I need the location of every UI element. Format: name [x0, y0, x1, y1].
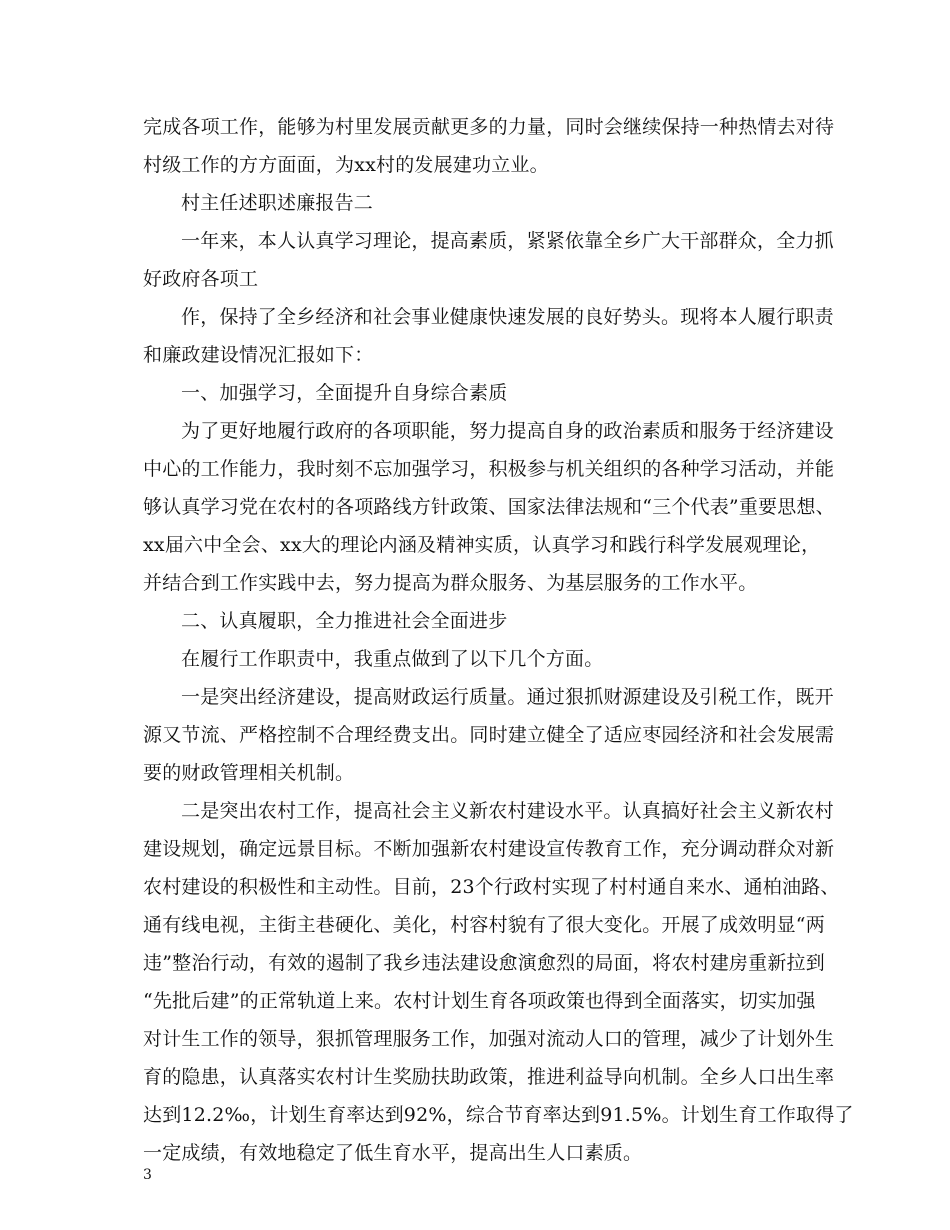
text-line: 够认真学习党在农村的各项路线方针政策、国家法律法规和“三个代表”重要思想、	[143, 496, 835, 518]
text-line: 完成各项工作，能够为村里发展贡献更多的力量，同时会继续保持一种热情去对待	[143, 116, 835, 138]
text-line: 一定成绩，有效地稳定了低生育水平，提高出生人口素质。	[143, 1142, 643, 1164]
text-line: 好政府各项工	[143, 268, 259, 290]
section-heading: 一、加强学习，全面提升自身综合素质	[181, 382, 508, 404]
text-line: 违”整治行动，有效的遏制了我乡违法建设愈演愈烈的局面，将农村建房重新拉到	[143, 952, 825, 974]
text-line: 作，保持了全乡经济和社会事业健康快速发展的良好势头。现将本人履行职责	[181, 306, 834, 328]
text-line: 农村建设的积极性和主动性。目前，23个行政村实现了村村通自来水、通柏油路、	[143, 876, 840, 898]
text-line: 一是突出经济建设，提高财政运行质量。通过狠抓财源建设及引税工作，既开	[181, 686, 834, 708]
text-line: 中心的工作能力，我时刻不忘加强学习，积极参与机关组织的各种学习活动，并能	[143, 458, 835, 480]
text-line: 和廉政建设情况汇报如下：	[143, 344, 374, 366]
text-line: 育的隐患，认真落实农村计生奖励扶助政策，推进利益导向机制。全乡人口出生率	[143, 1066, 835, 1088]
text-line: 源又节流、严格控制不合理经费支出。同时建立健全了适应枣园经济和社会发展需	[143, 724, 835, 746]
text-line: 通有线电视，主街主巷硬化、美化，村容村貌有了很大变化。开展了成效明显“两	[143, 914, 825, 936]
text-line: 为了更好地履行政府的各项职能，努力提高自身的政治素质和服务于经济建设	[181, 420, 834, 442]
text-line: 村级工作的方方面面，为xx村的发展建功立业。	[143, 154, 549, 176]
text-line: “先批后建”的正常轨道上来。农村计划生育各项政策也得到全面落实，切实加强	[143, 990, 816, 1012]
text-line: 达到12.2‰，计划生育率达到92%，综合节育率达到91.5%。计划生育工作取得了	[143, 1104, 854, 1126]
text-line: 一年来，本人认真学习理论，提高素质，紧紧依靠全乡广大干部群众，全力抓	[181, 230, 834, 252]
text-line: 并结合到工作实践中去，努力提高为群众服务、为基层服务的工作水平。	[143, 572, 758, 594]
text-line: 建设规划，确定远景目标。不断加强新农村建设宣传教育工作，充分调动群众对新	[143, 838, 835, 860]
text-line: 在履行工作职责中，我重点做到了以下几个方面。	[181, 648, 604, 670]
text-line: 要的财政管理相关机制。	[143, 762, 355, 784]
text-line: xx届六中全会、xx大的理论内涵及精神实质，认真学习和践行科学发展观理论，	[143, 534, 821, 556]
text-line: 对计生工作的领导，狠抓管理服务工作，加强对流动人口的管理，减少了计划外生	[143, 1028, 835, 1050]
section-heading: 二、认真履职，全力推进社会全面进步	[181, 610, 508, 632]
text-line: 二是突出农村工作，提高社会主义新农村建设水平。认真搞好社会主义新农村	[181, 800, 834, 822]
section-title: 村主任述职述廉报告二	[181, 192, 374, 214]
page-number: 3	[143, 1167, 152, 1183]
